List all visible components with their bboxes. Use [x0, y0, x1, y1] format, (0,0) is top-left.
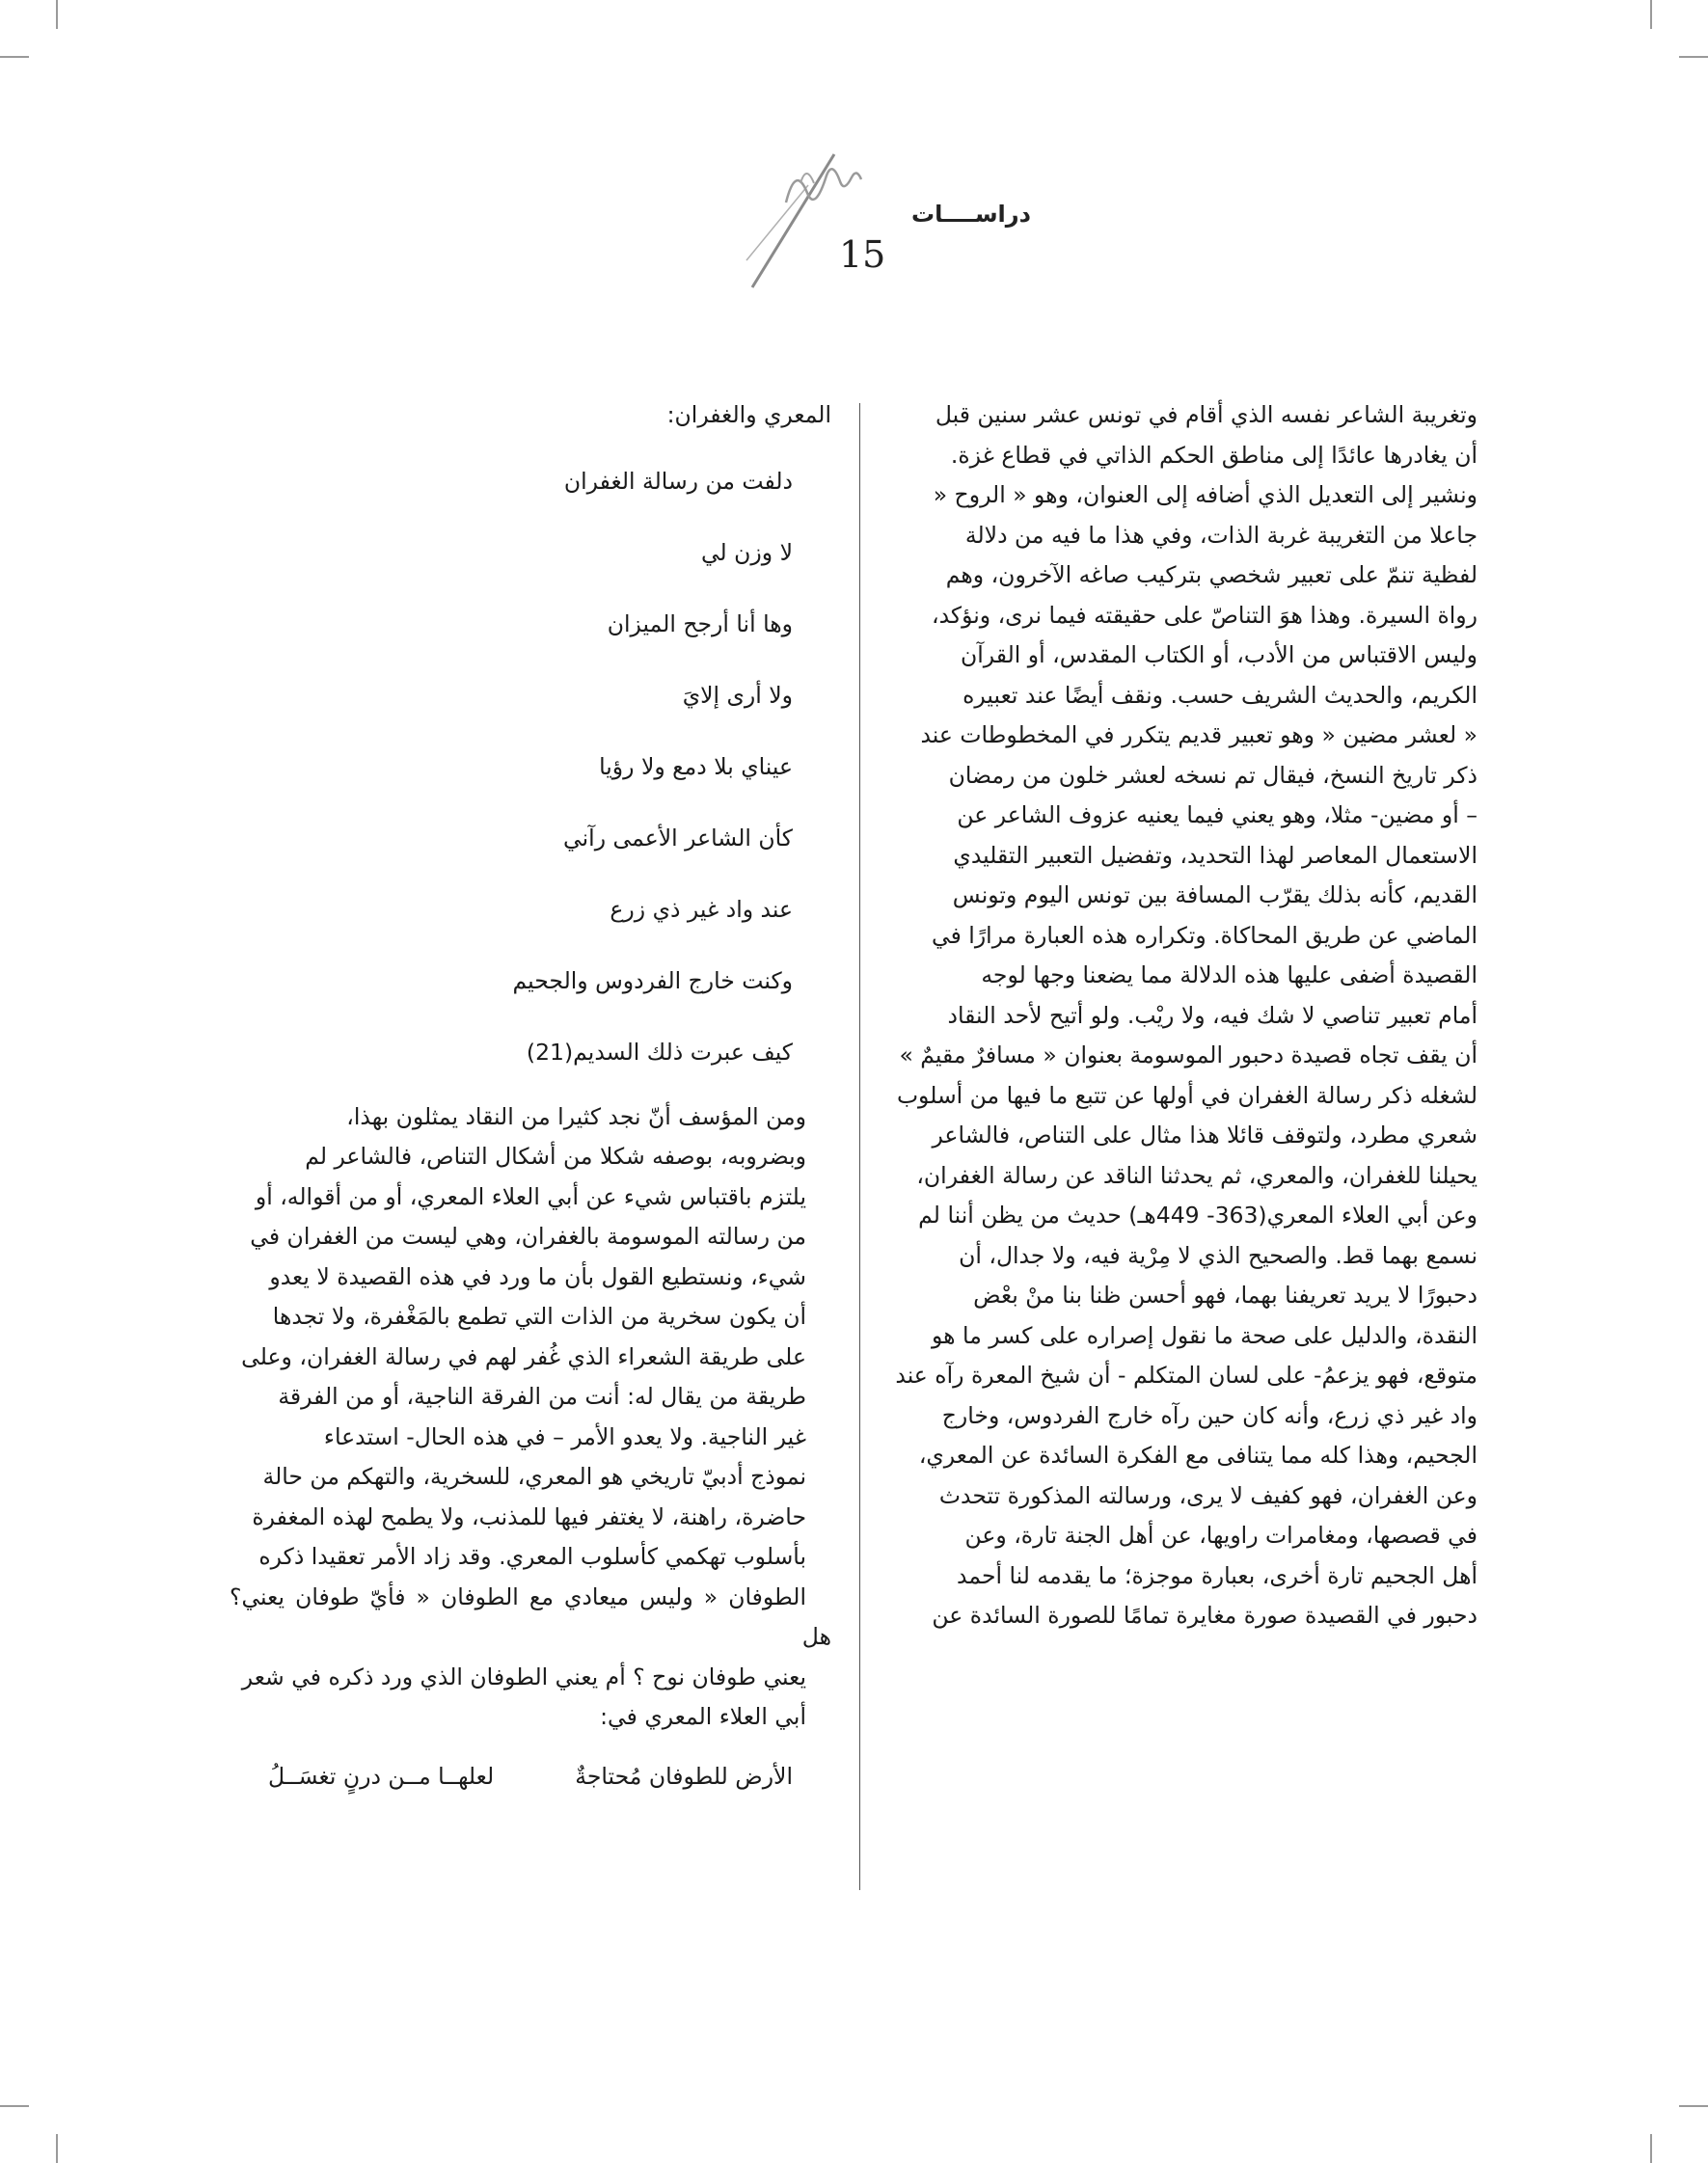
crop-mark [1650, 0, 1652, 29]
text-line: « لعشر مضين « وهو تعبير قديم يتكرر في المخطوطات عند [920, 721, 1478, 748]
text-line: أن يغادرها عائدًا إلى مناطق الحكم الذاتي في قطاع غزة. [950, 441, 1478, 469]
poem-line: دلفت من رسالة الغفران [563, 467, 793, 495]
text-line: جاعلا من التغريبة غربة الذات، وفي هذا ما فيه من دلالة [964, 521, 1478, 549]
text-line: أمام تعبير تناصي لا شك فيه، ولا ريْب. ولو أتيح لأحد النقاد [947, 1001, 1478, 1029]
text-line: طريقة من يقال له: أنت من الفرقة الناجية، أو من الفرقة [278, 1383, 806, 1410]
text-line: النقدة، والدليل على صحة ما نقول إصراره على كسر ما هو [932, 1321, 1478, 1349]
text-line: لشغله ذكر رسالة الغفران في أولها عن تتبع ما فيها من أسلوب [896, 1081, 1478, 1109]
page-header [675, 145, 1042, 289]
text-line: من رسالته الموسومة بالغفران، وهي ليست من الغفران في [250, 1223, 806, 1250]
section-label: دراســــات [911, 201, 1031, 228]
text-line: يعني طوفان نوح ؟ أم يعني الطوفان الذي ورد ذكره في شعر [241, 1663, 806, 1690]
crop-mark [1650, 2134, 1652, 2163]
text-line: وبضروبه، بوصفه شكلا من أشكال التناص، فالشاعر لم [305, 1143, 806, 1170]
left-column [230, 395, 831, 1796]
poem-title: المعري والغفران: [666, 401, 831, 428]
text-line: نسمع بهما قط. والصحيح الذي لا مِرْية فيه، ولا جدال، أن [959, 1241, 1478, 1269]
text-line: نموذج أدبيّ تاريخي هو المعري، للسخرية، والتهكم من حالة [262, 1463, 806, 1490]
text-line: القصيدة أضفى عليها هذه الدلالة مما يضعنا وجها لوجه [981, 961, 1478, 988]
text-line: الاستعمال المعاصر لهذا التحديد، وتفضيل التعبير التقليدي [953, 841, 1478, 869]
crop-mark [56, 2134, 58, 2163]
text-line: أهل الجحيم تارة أخرى، بعبارة موجزة؛ ما يقدمه لنا أحمد [957, 1561, 1478, 1589]
crop-mark [1679, 2105, 1708, 2107]
verse-first-hemistich: الأرض للطوفان مُحتاجةٌ [575, 1762, 793, 1790]
text-line: شيء، ونستطيع القول بأن ما ورد في هذه القصيدة لا يعدو [269, 1262, 806, 1290]
poem-line: كأن الشاعر الأعمى رآني [563, 824, 793, 852]
text-line: رواة السيرة. وهذا هوَ التناصّ على حقيقته فيما نرى، ونؤكد، [931, 601, 1478, 629]
text-line: لفظية تنمّ على تعبير شخصي بتركيب صاغه الآخرون، وهم [945, 561, 1478, 588]
text-line: الماضي عن طريق المحاكاة. وتكراره هذه العبارة مرارًا في [932, 921, 1478, 949]
poem-line: عيناي بلا دمع ولا رؤيا [599, 752, 793, 780]
poem-line: وكنت خارج الفردوس والجحيم [512, 966, 793, 994]
text-line: دحبور في القصيدة صورة مغايرة تمامًا للصورة السائدة عن [932, 1602, 1478, 1629]
text-line: الكريم، والحديث الشريف حسب. ونقف أيضًا عند تعبيره [962, 681, 1478, 709]
poem-line: وها أنا أرجح الميزان [607, 609, 793, 637]
poem-line: ولا أرى إلايَ [682, 681, 793, 709]
text-line: متوقع، فهو يزعمُ- على لسان المتكلم - أن شيخ المعرة رآه عند [895, 1362, 1478, 1389]
text-line: يلتزم باقتباس شيء عن أبي العلاء المعري، أو من أقواله، أو [255, 1182, 806, 1210]
text-line: الطوفان « وليس ميعادي مع الطوفان « فأيّ طوفان يعني؟ هل [230, 1582, 831, 1650]
text-line: دحبورًا لا يريد تعريفنا بهما، فهو أحسن ظنا بنا منْ بعْض [973, 1282, 1478, 1309]
text-line: واد غير ذي زرع، وأنه كان حين رآه خارج الفردوس، وخارج [941, 1401, 1478, 1429]
text-line: ونشير إلى التعديل الذي أضافه إلى العنوان، وهو « الروح « [933, 481, 1478, 508]
crop-mark [56, 0, 58, 29]
text-line: حاضرة، راهنة، لا يغتفر فيها للمذنب، ولا يطمح لهذه المغفرة [252, 1502, 806, 1530]
text-line: شعري مطرد، ولتوقف قائلا هذا مثال على التناص، فالشاعر [932, 1122, 1478, 1149]
right-column [870, 395, 1478, 1636]
text-line: وتغريبة الشاعر نفسه الذي أقام في تونس عشر سنين قبل [935, 401, 1478, 428]
text-line: على طريقة الشعراء الذي غُفر لهم في رسالة الغفران، وعلى [241, 1342, 806, 1370]
text-line: القديم، كأنه بذلك يقرّب المسافة بين تونس اليوم وتونس [952, 881, 1478, 908]
text-line: يحيلنا للغفران، والمعري، ثم يحدثنا الناقد عن رسالة الغفران، [916, 1161, 1478, 1189]
text-line: وليس الاقتباس من الأدب، أو الكتاب المقدس، أو القرآن [961, 641, 1478, 668]
text-line: ذكر تاريخ النسخ، فيقال تم نسخه لعشر خلون من رمضان [948, 761, 1478, 789]
text-line: الجحيم، وهذا كله مما يتنافى مع الفكرة السائدة عن المعري، [918, 1442, 1478, 1469]
column-divider [859, 403, 860, 1890]
text-line: أبي العلاء المعري في: [600, 1703, 806, 1730]
poem [230, 446, 793, 1088]
verse-line [268, 1757, 793, 1796]
crop-mark [1679, 56, 1708, 58]
poem-line: عند واد غير ذي زرع [610, 895, 793, 923]
text-line: بأسلوب تهكمي كأسلوب المعري. وقد زاد الأمر تعقيدا ذكره [258, 1543, 806, 1570]
text-line: – أو مضين- مثلا، وهو يعني فيما يعنيه عزوف الشاعر عن [957, 801, 1478, 828]
text-line: أن يكون سخرية من الذات التي تطمع بالمَغْفرة، ولا تجدها [272, 1303, 806, 1330]
crop-mark [0, 56, 29, 58]
text-line: وعن أبي العلاء المعري(363- 449هـ) حديث من يظن أننا لم [918, 1202, 1478, 1229]
verse-second-hemistich: لعلهــا مــن درنٍ تغسَــلُ [268, 1762, 495, 1790]
text-line: وعن الغفران، فهو كفيف لا يرى، ورسالته المذكورة تتحدث [938, 1481, 1478, 1509]
poem-line: كيف عبرت ذلك السديم(21) [526, 1038, 793, 1066]
crop-mark [0, 2105, 29, 2107]
text-line: أن يقف تجاه قصيدة دحبور الموسومة بعنوان « مسافرٌ مقيمٌ » [899, 1041, 1478, 1068]
text-line: في قصصها، ومغامرات راويها، عن أهل الجنة تارة، وعن [964, 1522, 1478, 1549]
paragraph [230, 1097, 831, 1738]
text-line: ومن المؤسف أنّ نجد كثيرا من النقاد يمثلون بهذا، [346, 1102, 806, 1130]
page-number: 15 [839, 233, 886, 276]
text-line: غير الناجية. ولا يعدو الأمر – في هذه الحال- استدعاء [323, 1422, 806, 1450]
poem-line: لا وزن لي [700, 538, 793, 566]
